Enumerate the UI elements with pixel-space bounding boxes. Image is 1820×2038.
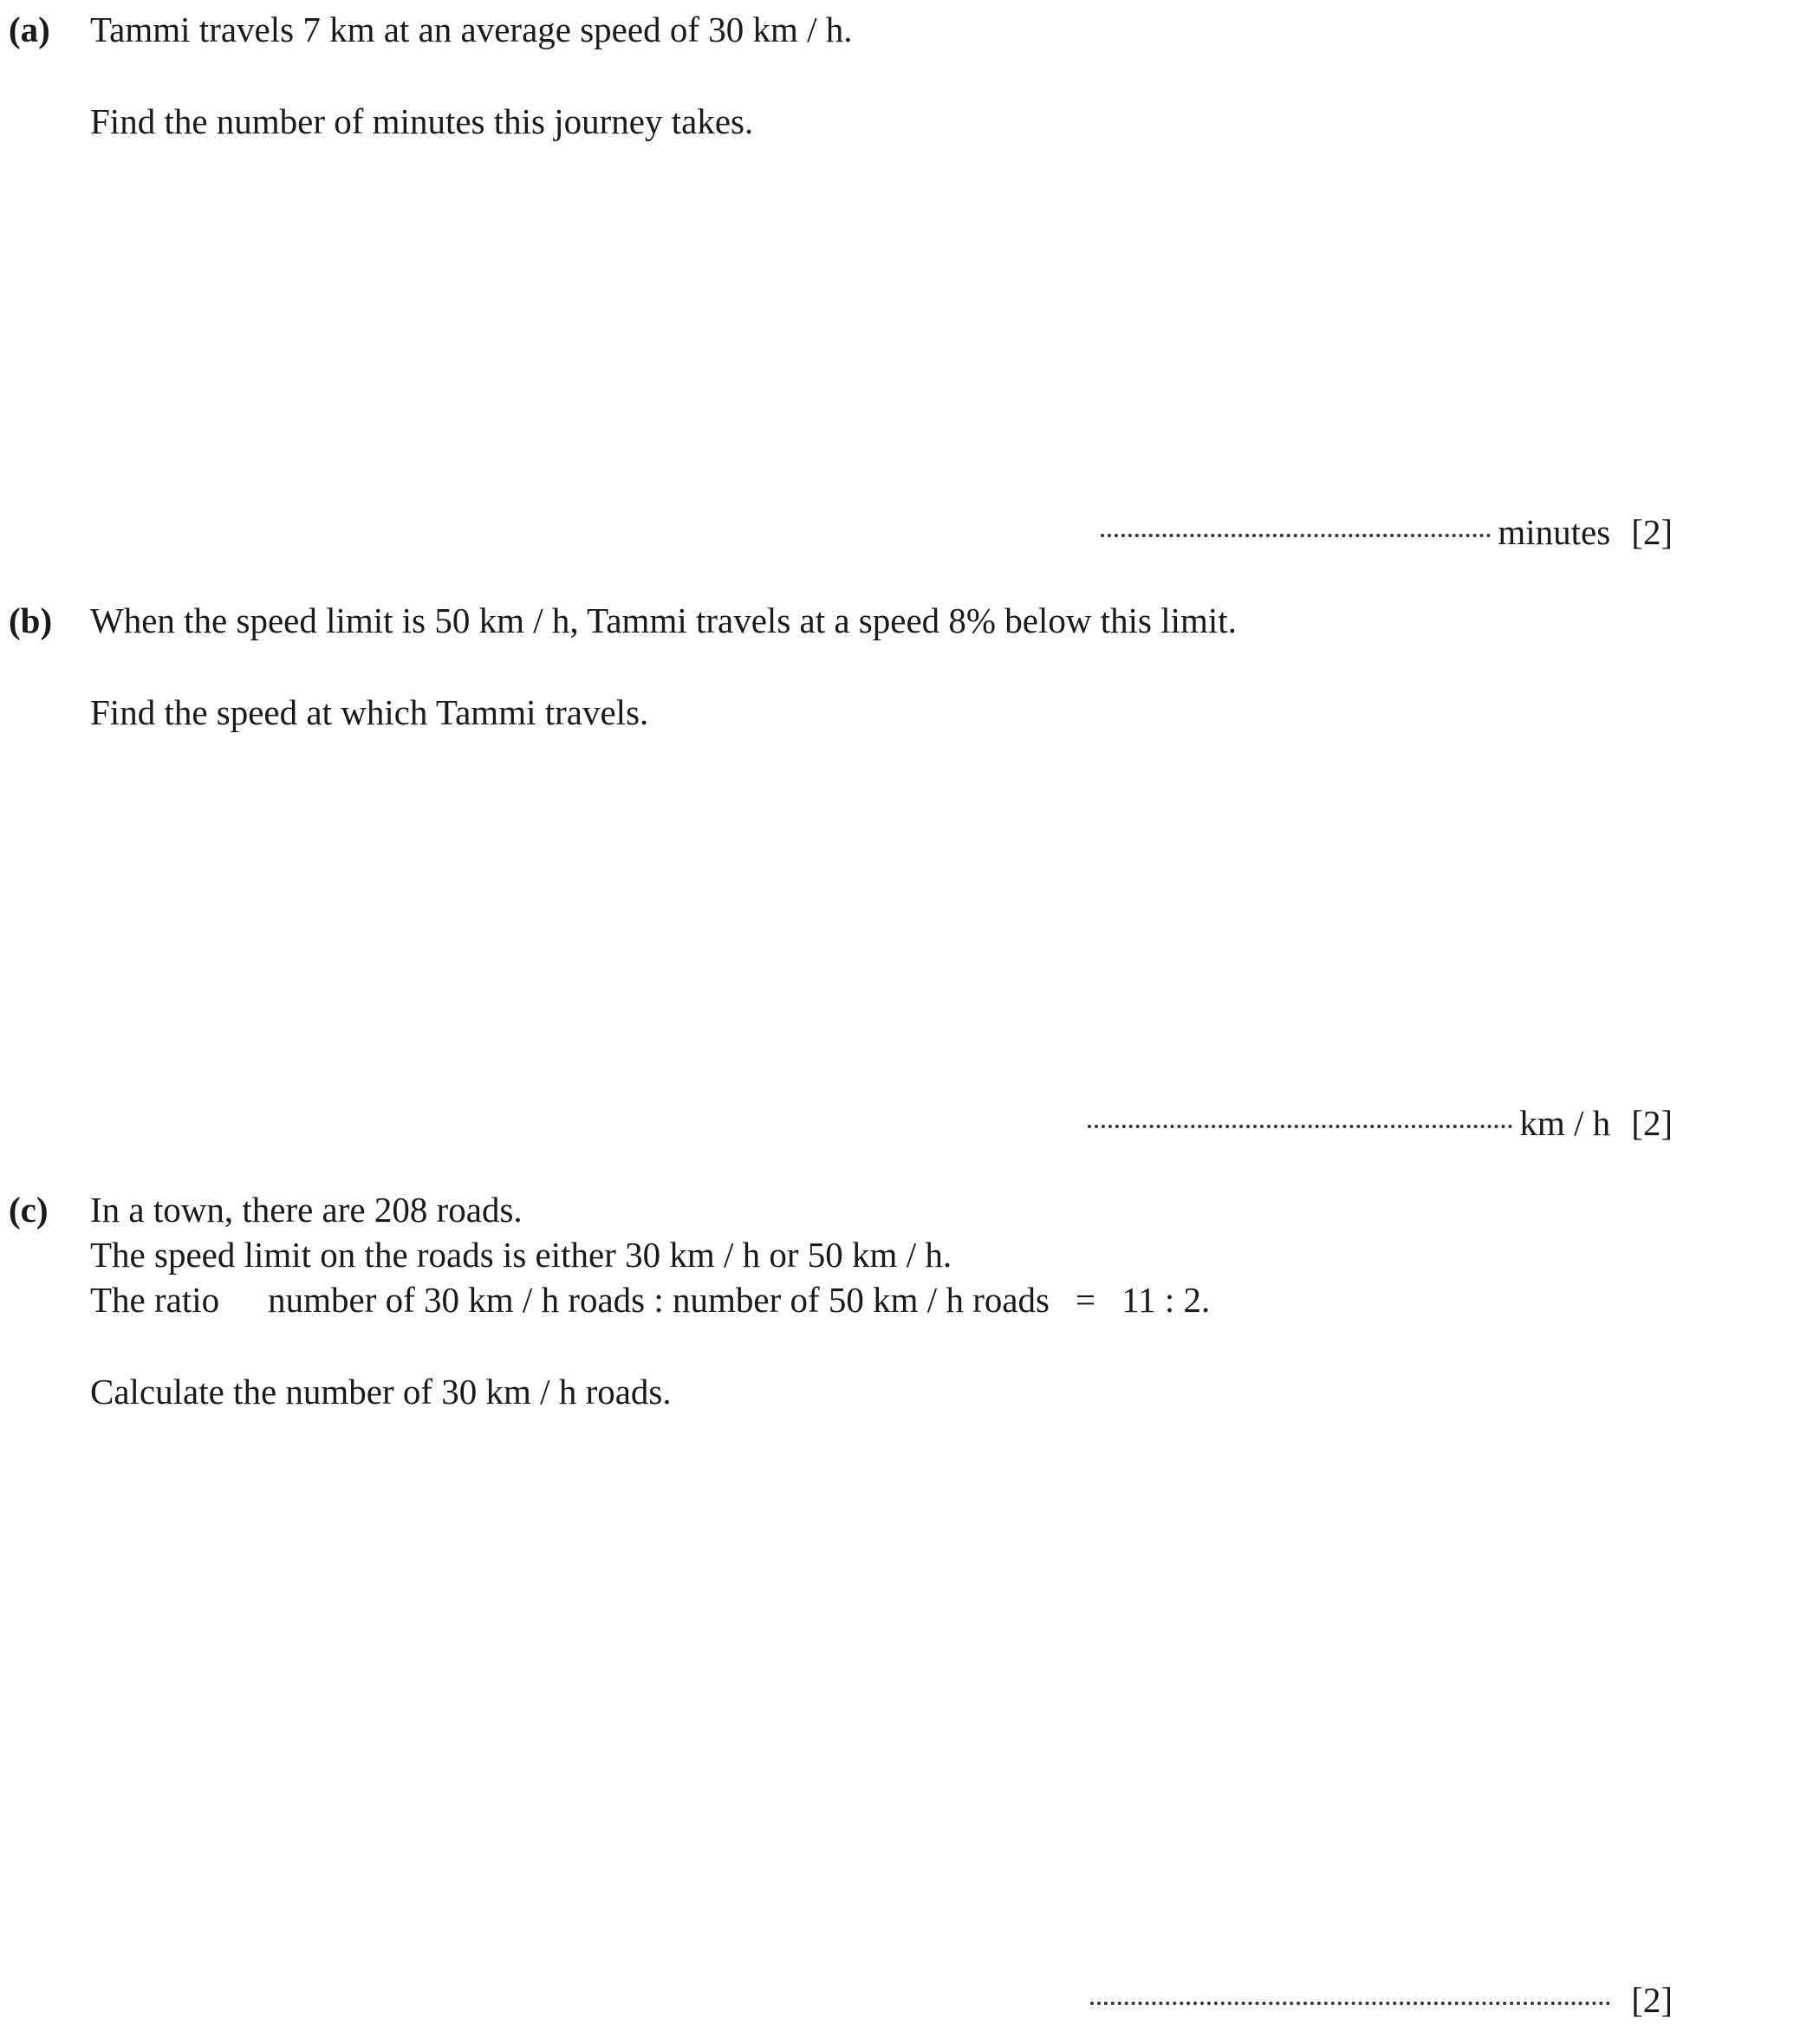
part-b-answer-space[interactable] <box>1088 1125 1512 1128</box>
part-b-marks: [2] <box>1631 1103 1673 1143</box>
part-a-label: (a) <box>9 10 50 49</box>
part-c-line-2: The speed limit on the roads is either 30 km / h or 50 km / h. <box>90 1235 952 1275</box>
part-b-label: (b) <box>9 600 53 640</box>
ratio-label: The ratio <box>90 1280 220 1320</box>
part-c-label: (c) <box>9 1190 49 1230</box>
part-c-question: Calculate the number of 30 km / h roads. <box>90 1372 672 1412</box>
part-c-marks: [2] <box>1631 1980 1673 2020</box>
part-b-question: Find the speed at which Tammi travels. <box>90 692 649 732</box>
part-b-answer-line <box>1088 1100 1673 1146</box>
part-a-question: Find the number of minutes this journey takes. <box>90 101 754 141</box>
part-a-answer-space[interactable] <box>1101 534 1491 537</box>
part-a-statement: Tammi travels 7 km at an average speed of 30 km / h. <box>90 10 853 49</box>
part-c-ratio-line <box>90 1277 1210 1322</box>
ratio-expression: number of 30 km / h roads : number of 50 km / h roads <box>268 1280 1050 1320</box>
ratio-value: 11 : 2. <box>1121 1280 1211 1320</box>
part-a-answer-line <box>1101 510 1673 555</box>
part-b-answer-unit: km / h <box>1519 1103 1611 1143</box>
part-c-answer-space[interactable] <box>1090 2002 1610 2005</box>
part-a-marks: [2] <box>1631 512 1673 552</box>
ratio-equals: = <box>1076 1280 1096 1320</box>
part-c-answer-line <box>1090 1977 1673 2022</box>
part-b-statement: When the speed limit is 50 km / h, Tammi travels at a speed 8% below this limit. <box>90 600 1237 640</box>
part-a-answer-unit: minutes <box>1498 512 1611 552</box>
part-c-line-1: In a town, there are 208 roads. <box>90 1190 523 1230</box>
